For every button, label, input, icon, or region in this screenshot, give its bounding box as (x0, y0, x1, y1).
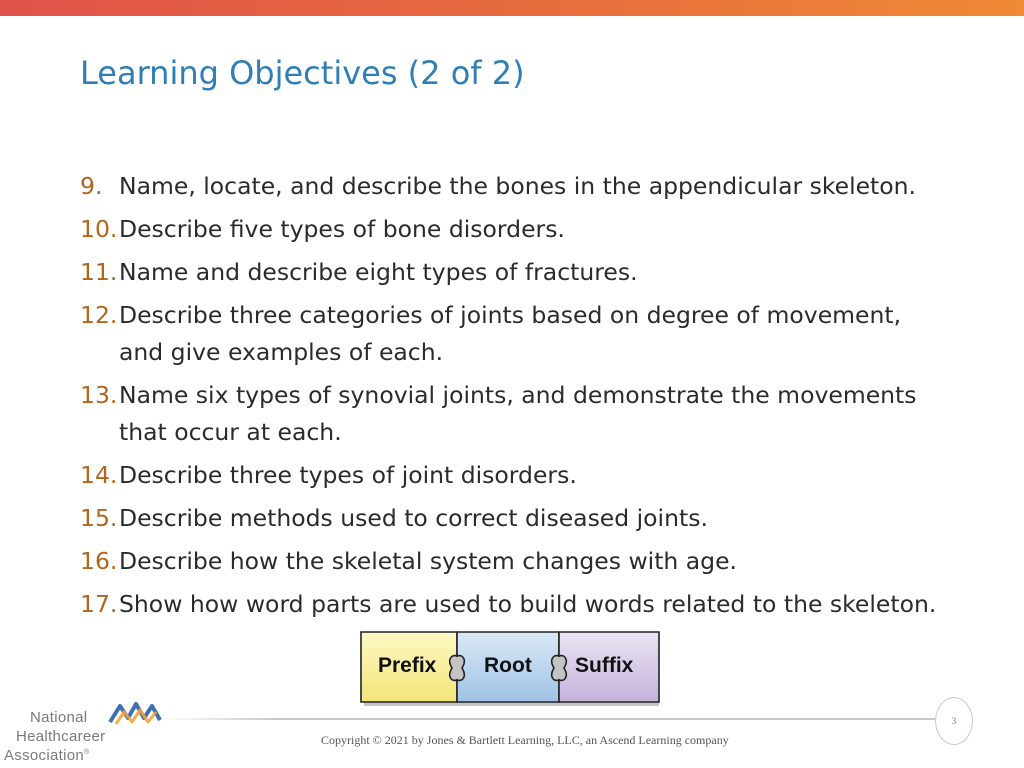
list-item (80, 377, 940, 451)
puzzle-label-root: Root (484, 654, 532, 677)
item-text: Name and describe eight types of fractures. (119, 258, 638, 286)
item-number: 10. (80, 215, 118, 243)
item-number: 12. (80, 301, 118, 329)
slide-title: Learning Objectives (2 of 2) (80, 54, 525, 92)
footer-divider (160, 718, 935, 720)
puzzle-label-prefix: Prefix (378, 654, 437, 677)
item-number: 11. (80, 258, 118, 286)
item-text: Name, locate, and describe the bones in the appendicular skeleton. (119, 172, 917, 200)
list-item (80, 297, 940, 371)
list-item (80, 168, 940, 205)
list-item (80, 586, 940, 623)
item-number: 15. (80, 504, 118, 532)
word-parts-puzzle (359, 630, 665, 708)
page-number-badge (935, 697, 973, 745)
item-text: Show how word parts are used to build words related to the skeleton. (119, 590, 937, 618)
list-item (80, 543, 940, 580)
trademark-symbol: ® (84, 749, 90, 756)
copyright-notice: Copyright © 2021 by Jones & Bartlett Learning, LLC, an Ascend Learning company (321, 733, 729, 747)
puzzle-label-suffix: Suffix (575, 654, 634, 677)
item-number: 9. (80, 172, 103, 200)
logo-text-line1: National (30, 709, 88, 726)
nha-logo-mark-icon (108, 700, 164, 726)
list-item (80, 457, 940, 494)
logo-text-line3 (4, 747, 89, 764)
item-text: Describe five types of bone disorders. (119, 215, 565, 243)
item-number: 16. (80, 547, 118, 575)
list-item (80, 254, 940, 291)
item-number: 13. (80, 381, 118, 409)
list-item (80, 211, 940, 248)
top-accent-bar (0, 0, 1024, 16)
logo-text-line3-word: Association (4, 747, 85, 764)
item-text: Describe how the skeletal system changes with age. (119, 547, 738, 575)
item-text: Describe three categories of joints based on degree of movement, and give examples of each. (119, 301, 902, 366)
item-text: Describe three types of joint disorders. (119, 461, 577, 489)
item-number: 17. (80, 590, 118, 618)
page-number: 3 (951, 716, 957, 726)
objectives-list (80, 168, 940, 629)
list-item (80, 500, 940, 537)
item-number: 14. (80, 461, 118, 489)
logo-text-line2: Healthcareer (16, 728, 106, 745)
item-text: Describe methods used to correct diseased joints. (119, 504, 708, 532)
item-text: Name six types of synovial joints, and demonstrate the movements that occur at each. (119, 381, 917, 446)
nha-logo (0, 700, 165, 766)
